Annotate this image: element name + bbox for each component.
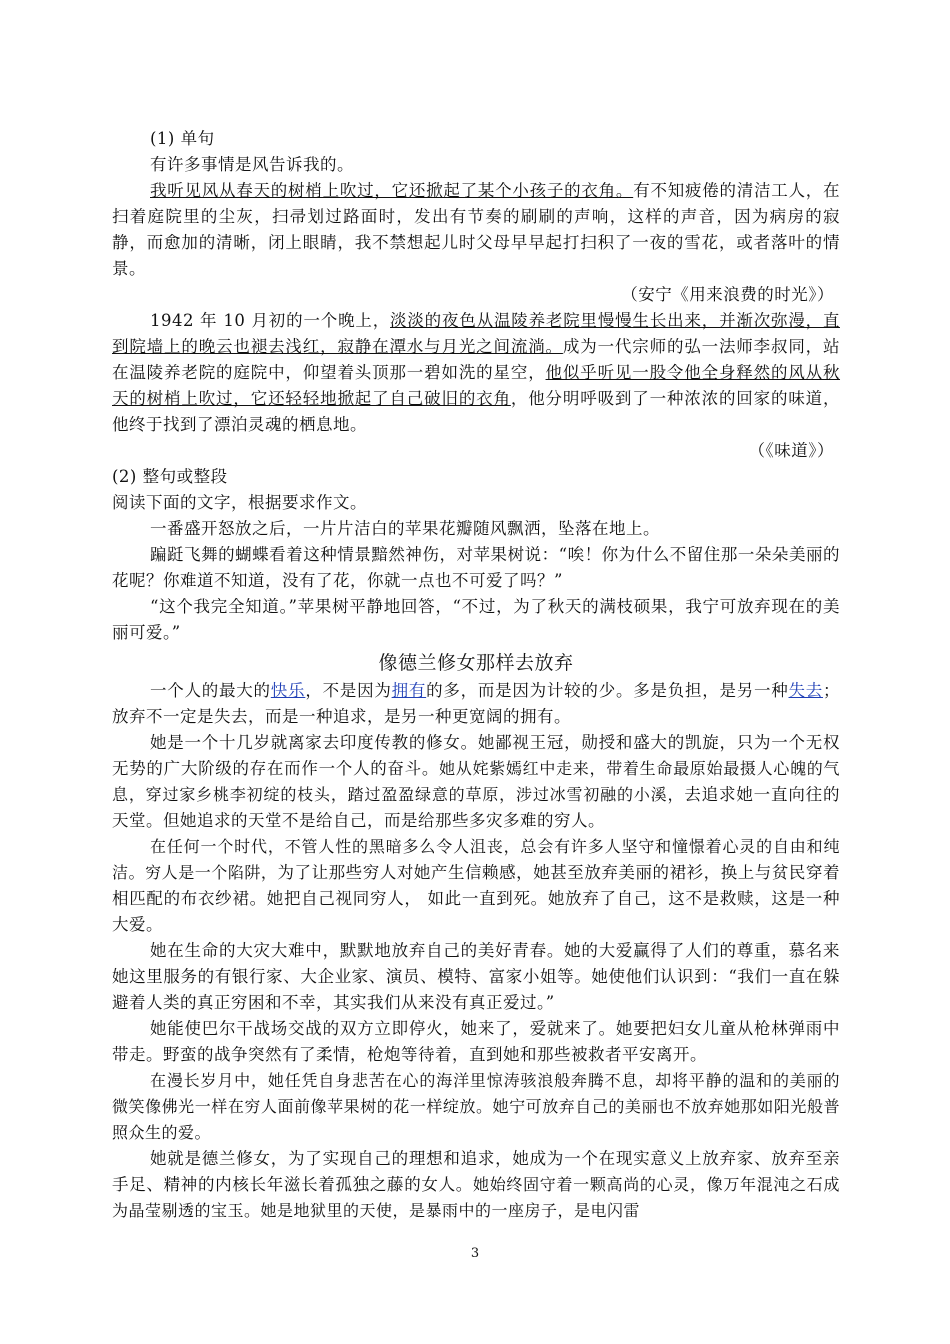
- section-label-single-sentence: (1) 单句: [150, 129, 215, 148]
- essay-paragraph: 她能使巴尔干战场交战的双方立即停火，她来了，爱就来了。她要把妇女儿童从枪林弹雨中带走。野蛮的战争突然有了柔情，枪炮等待着，直到她和那些被救者平安离开。: [112, 1019, 840, 1064]
- underlined-sentence: 他似乎听见一股令他全身释然的风从秋天的树梢上吹过，它还轻轻地掀起了自己破旧的衣角: [112, 363, 841, 408]
- essay-paragraph: [112, 730, 840, 834]
- fable-paragraph: 蹁跹飞舞的蝴蝶看着这种情景黯然神伤，对苹果树说：“唉！你为什么不留住那一朵朵美丽的花呢？你难道不知道，没有了花，你就一点也不可爱了吗？”: [112, 545, 840, 590]
- keyword-link-lose[interactable]: 失去: [788, 681, 824, 700]
- paragraph-text: 1942 年 10 月初的一个晚上，: [150, 311, 391, 330]
- excerpt-paragraph-1: [112, 178, 840, 282]
- essay-paragraph: [112, 678, 840, 730]
- paragraph-text: 为了让那些穷人对她产生信赖感，她甚至放弃美丽的裙衫，换上与贫民穿着相匹配的布衣纱裙。她把自己视同穷人， 如此一直到死。她放弃了自己，这不是救赎，这是一种大爱。: [112, 863, 840, 934]
- paragraph-text: 她就是德兰修女，为了实现自己的理想和追求，她成为一个在现实意义上放弃家、放弃至亲手足、精神的内核长年滋长着孤独之藤的女人。: [112, 1149, 840, 1194]
- essay-paragraph: 在漫长岁月中，她任凭自身悲苦在心的海洋里惊涛骇浪般奔腾不息，却将平静的温和的美丽的微笑像佛光一样在穷人面前像苹果树的花一样绽放。她宁可放弃自己的美丽也不放弃她那如阳光般普照众生的爱。: [112, 1071, 840, 1142]
- paragraph-text: 一个人的最大的: [150, 681, 271, 700]
- paragraph-text: 的多，而是因为计较的少。多是负担，是另一种: [426, 681, 789, 700]
- paragraph-text: 她从姹紫嫣红中走来，带着生命最原始最摄人心魄的气息，穿过家乡桃李初绽的枝头，踏过盈盈绿意的草原，涉过冰雪初融的小溪，: [112, 759, 840, 804]
- paragraph-text: 去追求她一直向往的天堂。但她追求的天堂不是给自己，而是给那些多灾多难的穷人。: [112, 785, 840, 830]
- excerpt-paragraph-2: [112, 308, 840, 438]
- paragraph-text: 成为一代宗师的弘一法师李叔同，站在温陵养老院的庭院中，仰望着头顶那一碧如洗的星空，: [112, 337, 841, 382]
- writing-instruction: 阅读下面的文字，根据要求作文。: [112, 493, 367, 512]
- paragraph-text: ，不是因为: [305, 681, 392, 700]
- lead-sentence: 有许多事情是风告诉我的。: [150, 155, 354, 174]
- page-number: 3: [470, 1246, 480, 1261]
- paragraph-text: ，他分明呼吸到了一种浓浓的回家的味道，他终于找到了漂泊灵魂的栖息地。: [112, 389, 841, 434]
- paragraph-text: 她始终固守着一颗高尚的心灵，像万年混沌之石成为晶莹剔透的宝玉。她是地狱里的天使，是暴雨中的一座房子，是电闪雷: [112, 1175, 840, 1220]
- essay-title: 像德兰修女那样去放弃: [378, 652, 574, 674]
- keyword-link-happiness[interactable]: 快乐: [270, 681, 306, 700]
- paragraph-text: 在任何一个时代，不管人性的黑暗多么令人沮丧，总会有许多人坚守和憧憬着心灵的自由和纯洁。穷人是一个陷阱，: [112, 837, 840, 882]
- underlined-sentence: 淡淡的夜色从温陵养老院里慢慢生长出来，并渐次弥漫，直到院墙上的晚云也褪去浅红，寂静在潭水与月光之间流淌。: [112, 311, 840, 356]
- essay-paragraph: [112, 834, 840, 938]
- source-citation: （安宁《用来浪费的时光》）: [621, 285, 834, 304]
- fable-paragraph: 一番盛开怒放之后，一片片洁白的苹果花瓣随风飘洒，坠落在地上。: [150, 519, 660, 538]
- source-citation: （《味道》）: [748, 441, 834, 460]
- underlined-sentence: 我听见风从春天的树梢上吹过，它还掀起了某个小孩子的衣角。: [150, 181, 634, 200]
- paragraph-text: 有不知疲倦的清洁工人，在扫着庭院里的尘灰，扫帚划过路面时，发出有节奏的刷刷的声响，这样的声音，因为病房的寂静，而愈加的清晰，闭上眼睛，我不禁想起儿时父母早早起打扫积了一夜的雪花，或者落叶的情景。: [112, 181, 841, 278]
- paragraph-text: 她是一个十几岁就离家去印度传教的修女。她鄙视王冠，勋授和盛大的凯旋，只为一个无权无势的广大阶级的存在而作一个人的奋斗。: [112, 733, 840, 778]
- paragraph-text: ；放弃不一定是失去，而是一种追求，是另一种更宽阔的拥有。: [112, 681, 841, 726]
- keyword-link-possess[interactable]: 拥有: [391, 681, 427, 700]
- page-content: [112, 126, 840, 1224]
- essay-paragraph: [112, 1146, 840, 1224]
- fable-paragraph: “这个我完全知道。”苹果树平静地回答，“不过，为了秋天的满枝硕果，我宁可放弃现在的美丽可爱。”: [112, 597, 840, 642]
- section-label-paragraph: (2) 整句或整段: [112, 467, 228, 486]
- essay-paragraph: 她在生命的大灾大难中，默默地放弃自己的美好青春。她的大爱赢得了人们的尊重，慕名来她这里服务的有银行家、大企业家、演员、模特、富家小姐等。她使他们认识到：“我们一直在躲避着人类的真正穷困和不幸，其实我们从来没有真正爱过。”: [112, 941, 840, 1012]
